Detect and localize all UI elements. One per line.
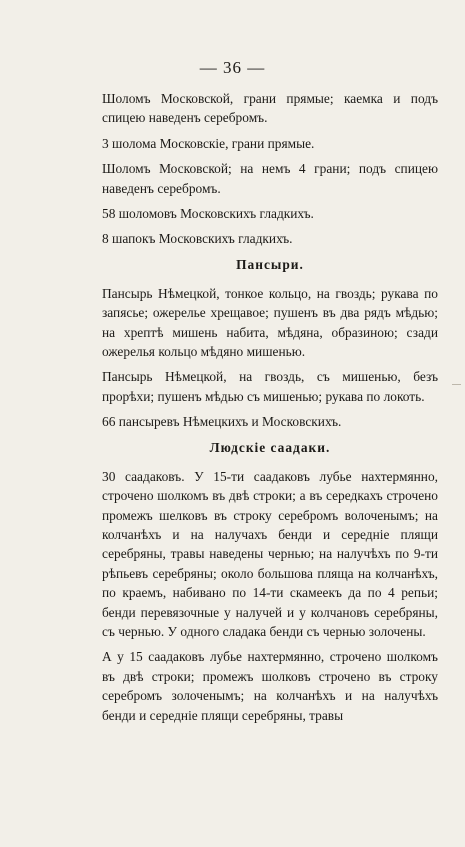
paragraph: Пансырь Нѣмецкой, тонкое кольцо, на гвоздь; рукава по запясье; ожерелье хрещавое; пушенъ въ два рядъ мѣдью; на хрептѣ мишень набита, мѣдяна, образиною; сзади ожерелья кольцо мѣдяно мишенью. bbox=[102, 285, 438, 360]
section-heading: Пансыри. bbox=[236, 256, 304, 272]
margin-mark bbox=[452, 384, 461, 385]
paragraph: Пансырь Нѣмецкой, на гвоздь, съ мишенью, безъ прорѣхи; пушенъ мѣдью съ мишенью; рукава по локоть. bbox=[102, 369, 438, 404]
paragraph: 58 шоломовъ Московскихъ гладкихъ. bbox=[102, 206, 314, 222]
paragraph: А у 15 саадаковъ лубье нахтермянно, строчено шолкомъ въ двѣ строки; промежъ шолковъ строчено въ строку серебромъ золоченымъ; на колчанѣхъ и на налучѣхъ бенди и середніе плящи серебряны, травы bbox=[102, 649, 438, 723]
paragraph: 3 шолома Московскіе, грани прямые. bbox=[102, 135, 315, 151]
text-body bbox=[102, 89, 438, 731]
section-heading: Людскіе саадаки. bbox=[209, 439, 331, 455]
paragraph: 30 саадаковъ. У 15-ти саадаковъ лубье нахтермянно, строчено шолкомъ въ двѣ строки; а въ середкахъ строчено промежъ шелковъ въ строку серебромъ волоченымъ; на колчанѣхъ и на налучахъ бенди и середніе плящи серебряны, травы наведены чернью; на налучѣхъ по 9-ти рѣпьевъ серебряны; около большова пляща на колчанѣхъ, по краемъ, набивано по 14-ти скамеекъ да по 4 репьи; бенди перевязочные у налучей и у колчановъ серебряны, съ чернью. У одного сладака бенди съ чернью золочены. bbox=[102, 468, 438, 639]
page-number: — 36 — bbox=[199, 58, 266, 77]
paragraph: Шоломъ Московской, грани прямые; каемка и подъ спицею наведенъ серебромъ. bbox=[102, 91, 438, 126]
paragraph: Шоломъ Московской; на немъ 4 грани; подъ спицею наведенъ серебромъ. bbox=[102, 161, 438, 196]
paragraph: 66 пансыревъ Нѣмецкихъ и Московскихъ. bbox=[102, 414, 342, 430]
paragraph: 8 шапокъ Московскихъ гладкихъ. bbox=[102, 231, 293, 247]
